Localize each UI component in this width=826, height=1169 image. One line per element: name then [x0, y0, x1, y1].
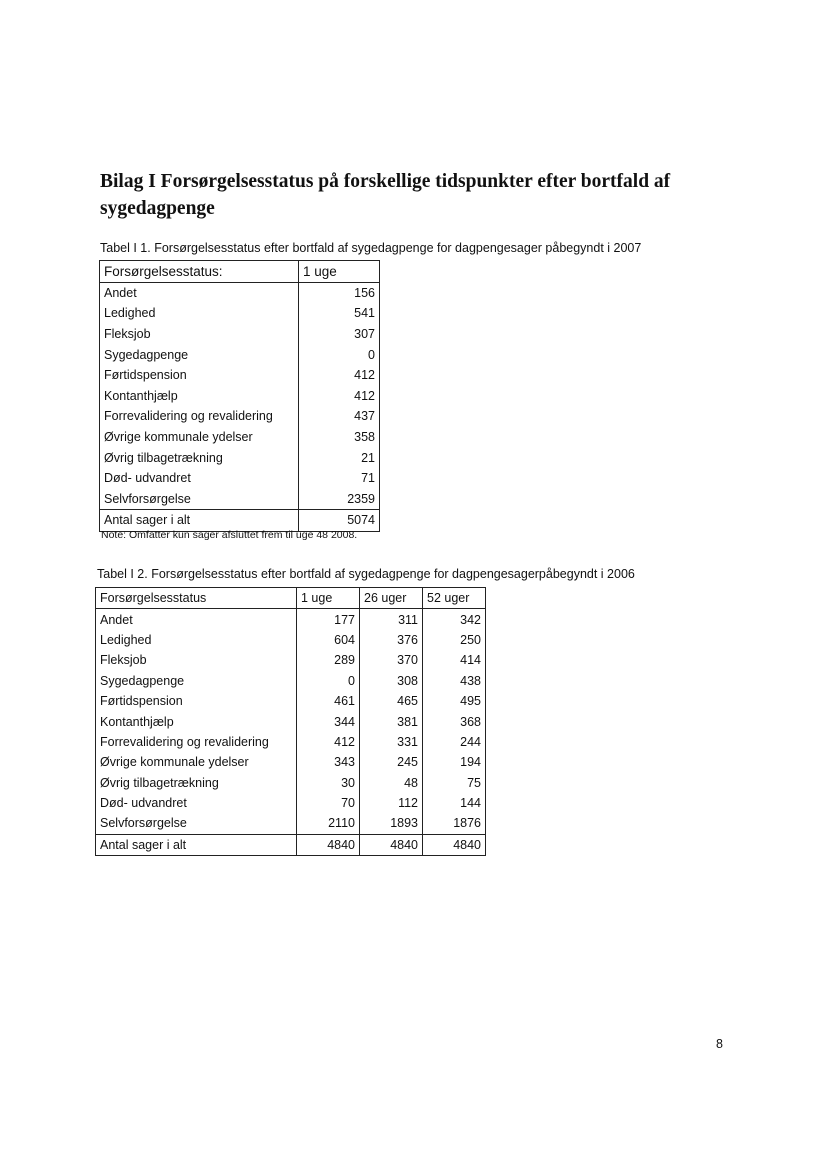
row-label: Fleksjob — [100, 324, 299, 345]
table-row — [100, 344, 380, 365]
cell-value: 343 — [297, 752, 360, 772]
table2 — [95, 587, 486, 856]
table-row — [96, 630, 486, 650]
table-row — [96, 711, 486, 731]
cell-value: 177 — [297, 609, 360, 630]
cell-value: 437 — [299, 406, 380, 427]
cell-value: 370 — [360, 650, 423, 670]
row-label: Forrevalidering og revalidering — [100, 406, 299, 427]
cell-value: 412 — [299, 386, 380, 407]
cell-value: 156 — [299, 282, 380, 303]
cell-value: 438 — [423, 671, 486, 691]
table-row — [100, 427, 380, 448]
table-row — [100, 447, 380, 468]
row-label: Død- udvandret — [100, 468, 299, 489]
table-row — [96, 650, 486, 670]
cell-value: 71 — [299, 468, 380, 489]
cell-value: 112 — [360, 793, 423, 813]
cell-value: 1893 — [360, 813, 423, 834]
cell-value: 381 — [360, 711, 423, 731]
row-label: Øvrige kommunale ydelser — [96, 752, 297, 772]
cell-value: 30 — [297, 773, 360, 793]
cell-value: 194 — [423, 752, 486, 772]
row-label: Førtidspension — [96, 691, 297, 711]
cell-value: 358 — [299, 427, 380, 448]
cell-value: 311 — [360, 609, 423, 630]
cell-value: 1876 — [423, 813, 486, 834]
row-label: Forrevalidering og revalidering — [96, 732, 297, 752]
table1 — [99, 260, 380, 532]
row-label: Antal sager i alt — [96, 834, 297, 855]
row-label: Øvrige kommunale ydelser — [100, 427, 299, 448]
cell-value: 0 — [299, 344, 380, 365]
cell-value: 414 — [423, 650, 486, 670]
cell-value: 308 — [360, 671, 423, 691]
table-row — [100, 303, 380, 324]
cell-value: 2110 — [297, 813, 360, 834]
table-row — [96, 773, 486, 793]
table-row — [100, 386, 380, 407]
cell-value: 48 — [360, 773, 423, 793]
table-row — [100, 468, 380, 489]
table-row — [96, 813, 486, 834]
cell-value: 465 — [360, 691, 423, 711]
table-row — [96, 732, 486, 752]
row-label: Førtidspension — [100, 365, 299, 386]
column-header: 1 uge — [299, 261, 380, 283]
table-row — [100, 406, 380, 427]
row-label: Kontanthjælp — [96, 711, 297, 731]
table-row — [100, 365, 380, 386]
cell-value: 412 — [297, 732, 360, 752]
cell-value: 331 — [360, 732, 423, 752]
column-header: Forsørgelsesstatus — [96, 588, 297, 609]
row-label: Ledighed — [100, 303, 299, 324]
table-row — [96, 609, 486, 630]
cell-value: 4840 — [297, 834, 360, 855]
table-row — [100, 324, 380, 345]
cell-value: 0 — [297, 671, 360, 691]
table1-note: Note: Omfatter kun sager afsluttet frem til uge 48 2008. — [101, 529, 358, 541]
table-row — [100, 282, 380, 303]
table-header-row — [96, 588, 486, 609]
row-label: Sygedagpenge — [100, 344, 299, 365]
cell-value: 21 — [299, 447, 380, 468]
row-label: Andet — [96, 609, 297, 630]
table-row — [100, 489, 380, 510]
column-header: 26 uger — [360, 588, 423, 609]
row-label: Øvrig tilbagetrækning — [100, 447, 299, 468]
column-header: Forsørgelsesstatus: — [100, 261, 299, 283]
table-row — [96, 793, 486, 813]
cell-value: 376 — [360, 630, 423, 650]
column-header: 52 uger — [423, 588, 486, 609]
column-header: 1 uge — [297, 588, 360, 609]
page-number: 8 — [716, 1037, 723, 1051]
table-header-row — [100, 261, 380, 283]
row-label: Død- udvandret — [96, 793, 297, 813]
row-label: Andet — [100, 282, 299, 303]
cell-value: 368 — [423, 711, 486, 731]
row-label: Selvforsørgelse — [96, 813, 297, 834]
cell-value: 5074 — [299, 510, 380, 532]
cell-value: 4840 — [423, 834, 486, 855]
row-label: Øvrig tilbagetrækning — [96, 773, 297, 793]
cell-value: 245 — [360, 752, 423, 772]
table-total-row — [96, 834, 486, 855]
row-label: Antal sager i alt — [100, 510, 299, 532]
page-heading: Bilag I Forsørgelsesstatus på forskellige tidspunkter efter bortfald af sygedagpenge — [100, 171, 671, 219]
cell-value: 244 — [423, 732, 486, 752]
cell-value: 541 — [299, 303, 380, 324]
cell-value: 495 — [423, 691, 486, 711]
table-row — [96, 671, 486, 691]
cell-value: 344 — [297, 711, 360, 731]
row-label: Sygedagpenge — [96, 671, 297, 691]
table1-caption: Tabel I 1. Forsørgelsesstatus efter bortfald af sygedagpenge for dagpengesager påbegyndt i 2007 — [100, 241, 642, 255]
table-row — [96, 752, 486, 772]
cell-value: 412 — [299, 365, 380, 386]
cell-value: 144 — [423, 793, 486, 813]
cell-value: 289 — [297, 650, 360, 670]
table2-caption: Tabel I 2. Forsørgelsesstatus efter bortfald af sygedagpenge for dagpengesagerpåbegyndt i 2006 — [97, 567, 635, 581]
row-label: Kontanthjælp — [100, 386, 299, 407]
row-label: Selvforsørgelse — [100, 489, 299, 510]
row-label: Ledighed — [96, 630, 297, 650]
cell-value: 2359 — [299, 489, 380, 510]
table-total-row — [100, 510, 380, 532]
cell-value: 250 — [423, 630, 486, 650]
cell-value: 461 — [297, 691, 360, 711]
cell-value: 604 — [297, 630, 360, 650]
cell-value: 75 — [423, 773, 486, 793]
cell-value: 342 — [423, 609, 486, 630]
cell-value: 70 — [297, 793, 360, 813]
cell-value: 4840 — [360, 834, 423, 855]
cell-value: 307 — [299, 324, 380, 345]
table-row — [96, 691, 486, 711]
row-label: Fleksjob — [96, 650, 297, 670]
